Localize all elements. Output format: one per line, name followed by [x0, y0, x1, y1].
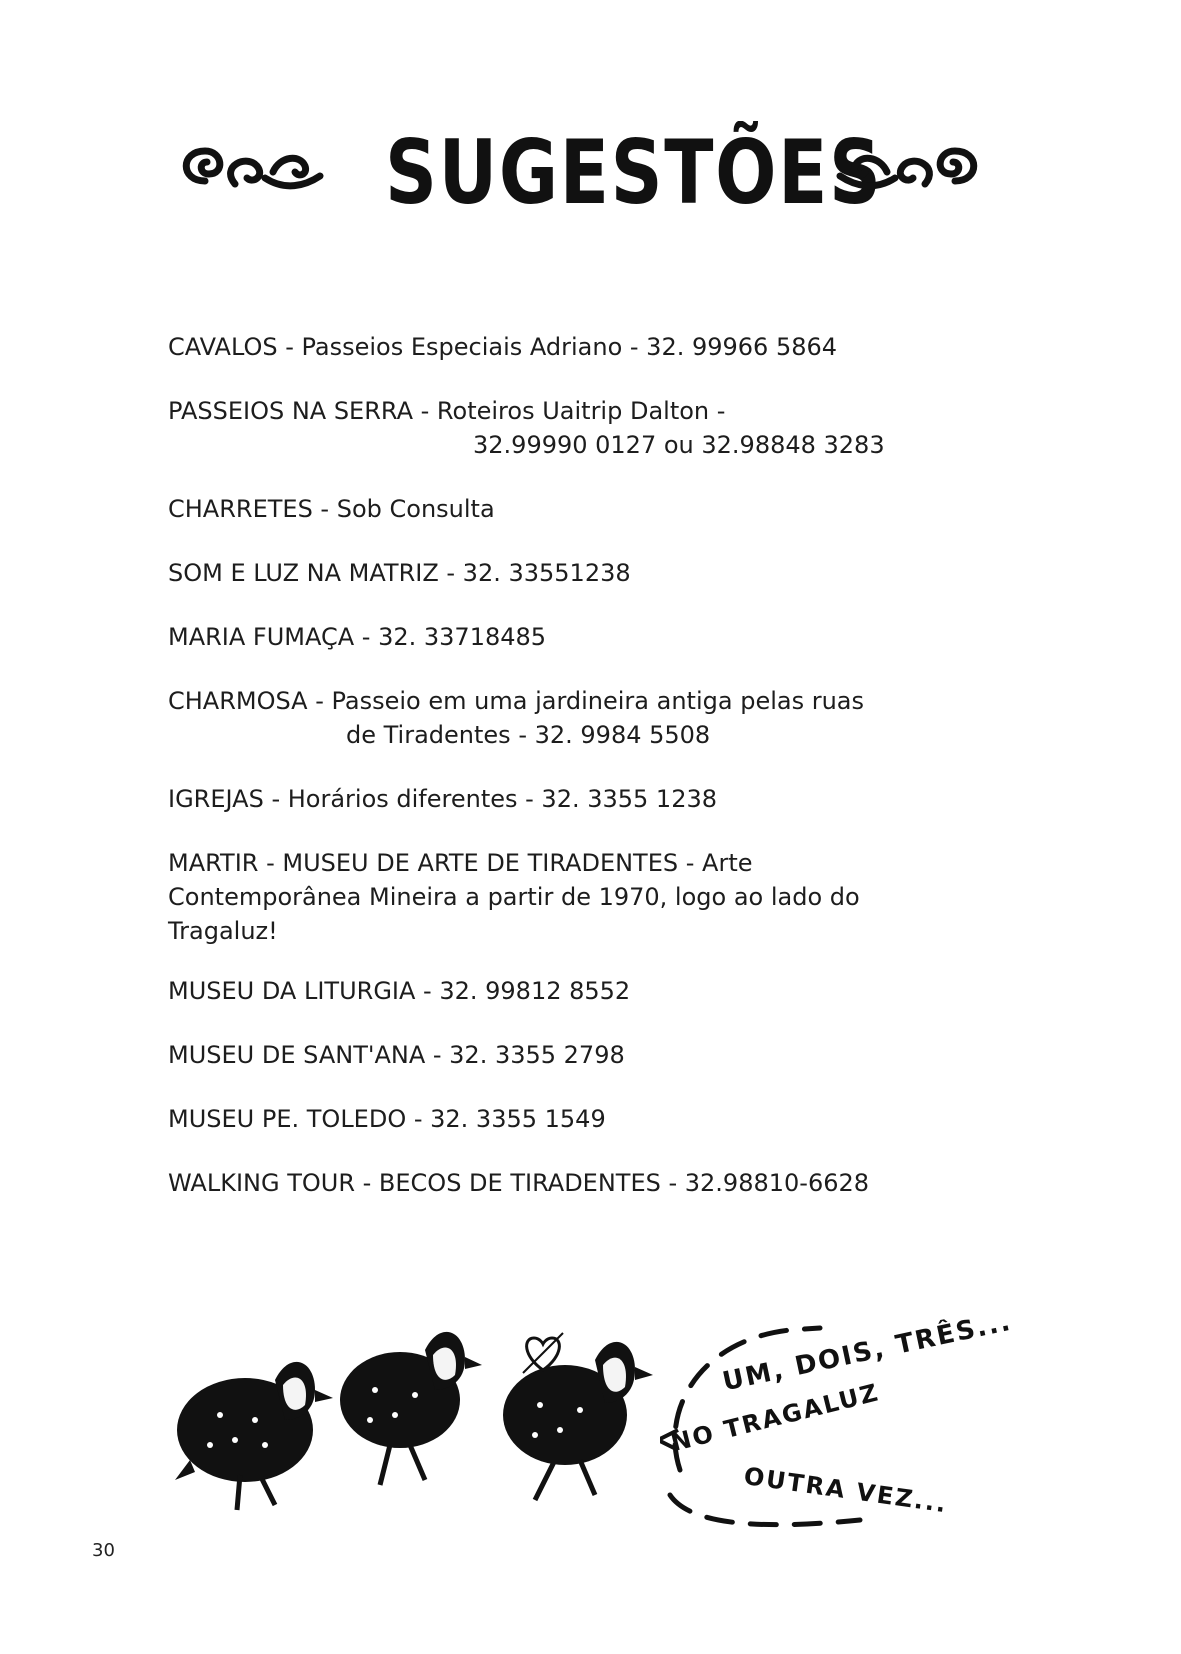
item-text: MARIA FUMAÇA - 32. 33718485 [168, 623, 547, 651]
item-text: IGREJAS - Horários diferentes - 32. 3355 1238 [168, 785, 718, 813]
item-text-continued: de Tiradentes - 32. 9984 5508 [346, 721, 711, 749]
speech-text: OUTRA VEZ... [742, 1462, 950, 1519]
list-item [168, 556, 1028, 590]
list-item [168, 330, 1028, 364]
list-item [168, 1166, 1028, 1200]
list-item [168, 782, 1028, 816]
speech-text: NO TRAGALUZ [668, 1378, 883, 1458]
item-text: SOM E LUZ NA MATRIZ - 32. 33551238 [168, 559, 631, 587]
item-text-continued: Tragaluz! [168, 917, 278, 945]
guinea-fowl-icon [175, 1362, 333, 1510]
guinea-fowl-icon [340, 1332, 482, 1485]
guinea-fowl-illustration [165, 1310, 665, 1540]
item-text: MUSEU DA LITURGIA - 32. 99812 8552 [168, 977, 631, 1005]
item-text: MUSEU DE SANT'ANA - 32. 3355 2798 [168, 1041, 625, 1069]
list-item [168, 846, 1028, 948]
list-item [168, 974, 1028, 1008]
item-text: MARTIR - MUSEU DE ARTE DE TIRADENTES - Arte [168, 849, 753, 877]
list-item [168, 684, 1028, 752]
item-text: CHARMOSA - Passeio em uma jardineira antiga pelas ruas [168, 687, 864, 715]
speech-text: UM, DOIS, TRÊS... [720, 1306, 1015, 1398]
item-text-continued: Contemporânea Mineira a partir de 1970, logo ao lado do [168, 883, 860, 911]
scroll-ornament-right-icon [835, 136, 985, 206]
heart-icon [518, 1328, 568, 1378]
list-item [168, 620, 1028, 654]
scroll-ornament-left-icon [175, 136, 325, 206]
item-text: CHARRETES - Sob Consulta [168, 495, 495, 523]
page-number: 30 [92, 1540, 115, 1561]
item-text: MUSEU PE. TOLEDO - 32. 3355 1549 [168, 1105, 606, 1133]
list-item [168, 1102, 1028, 1136]
item-text-continued: 32.99990 0127 ou 32.98848 3283 [473, 431, 885, 459]
item-text: WALKING TOUR - BECOS DE TIRADENTES - 32.98810-6628 [168, 1169, 870, 1197]
title-header [0, 118, 1181, 238]
list-item [168, 394, 1028, 462]
speech-bubble [660, 1306, 1040, 1530]
list-item [168, 1038, 1028, 1072]
item-text: CAVALOS - Passeios Especiais Adriano - 32. 99966 5864 [168, 333, 838, 361]
item-text: PASSEIOS NA SERRA - Roteiros Uaitrip Dalton - [168, 397, 726, 425]
list-item [168, 492, 1028, 526]
page-title: SUGESTÕES [385, 121, 883, 224]
